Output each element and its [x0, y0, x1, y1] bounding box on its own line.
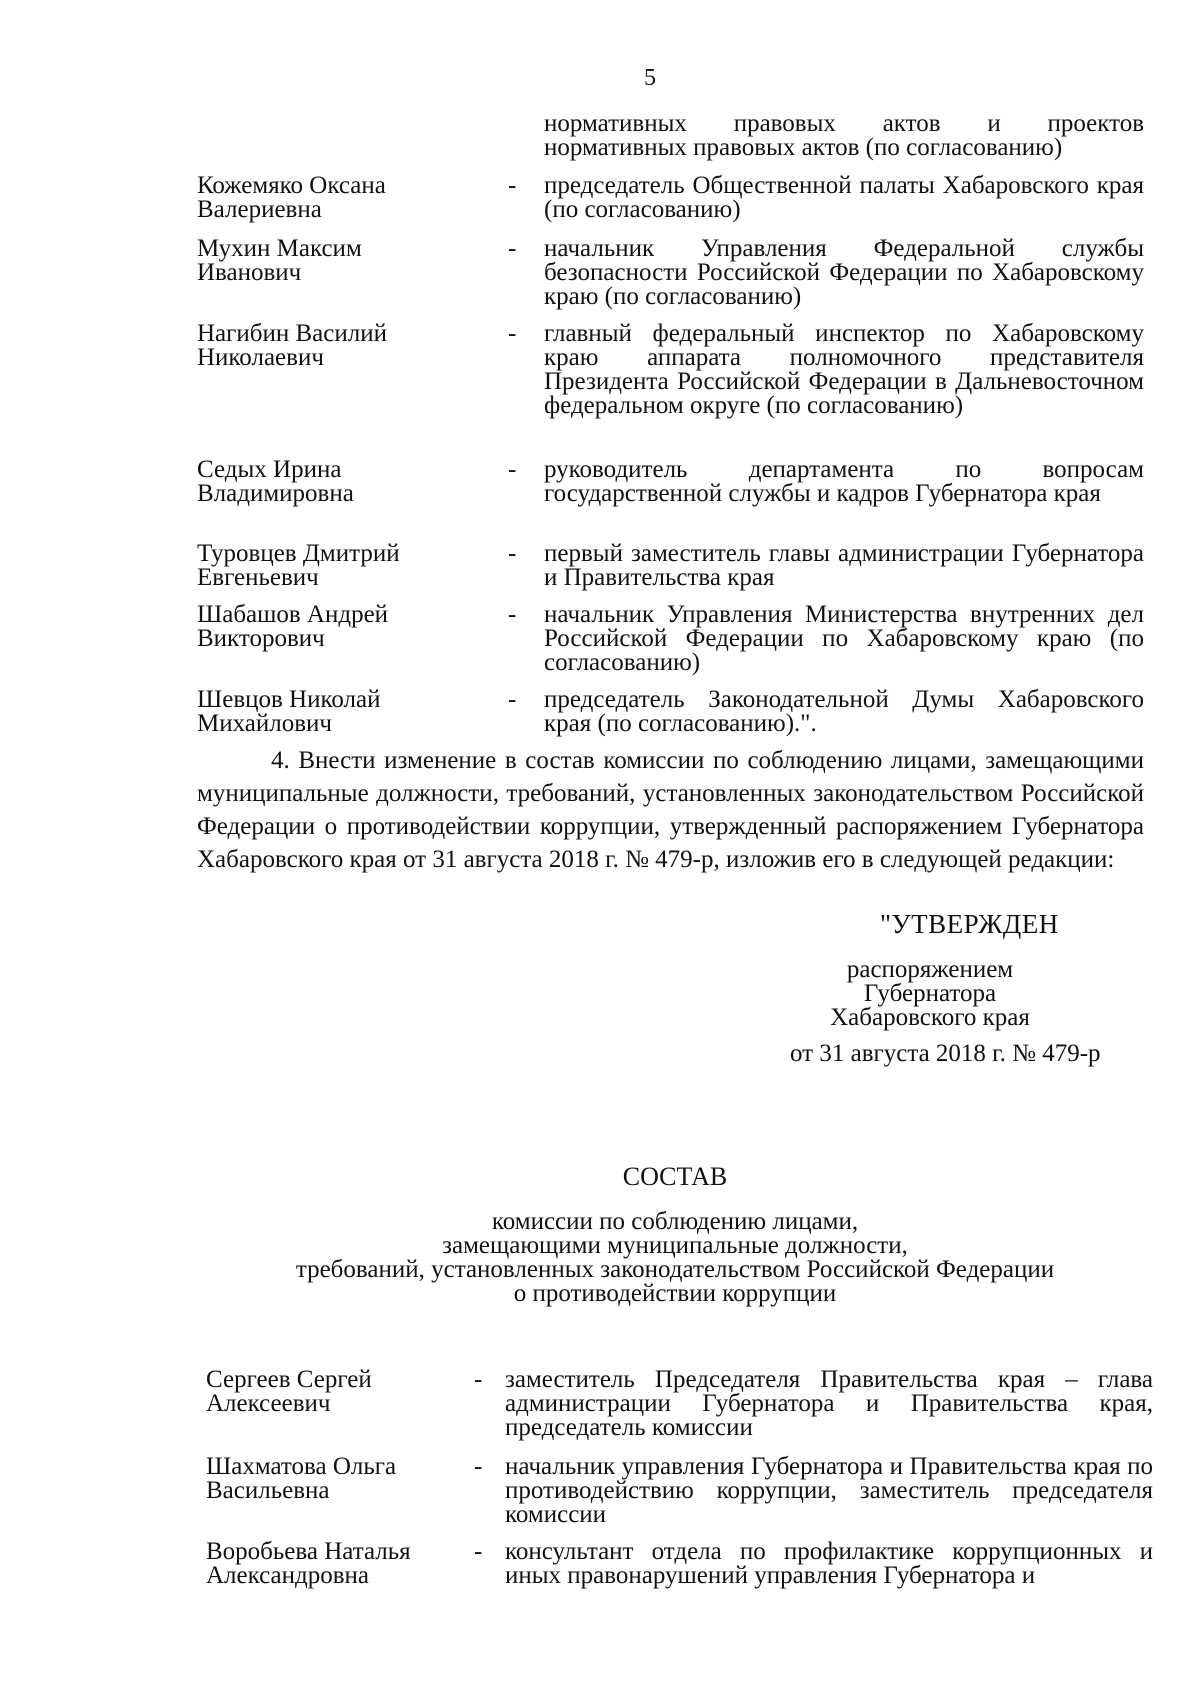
composition-subtitle-line-1: комиссии по соблюдению лицами, — [491, 1208, 859, 1235]
member-role: главный федеральный инспектор по Хабаровскому краю аппарата полномочного представителя Президента Российской Федерации в Дальневосточном федеральном округе (по согласованию) — [544, 320, 1144, 419]
member-dash: - — [508, 235, 517, 262]
composition-subtitle-line-3: требований, установленных законодательством Российской Федерации — [295, 1256, 1055, 1283]
member-role: председатель Общественной палаты Хабаровского края (по согласованию) — [544, 172, 1144, 223]
member-name: Мухин Максим Иванович — [197, 235, 362, 286]
approval-title: "УТВЕРЖДЕН — [880, 909, 1059, 939]
member-dash: - — [474, 1366, 483, 1393]
member-dash: - — [508, 456, 517, 483]
member-role: первый заместитель главы администрации Губернатора и Правительства края — [544, 540, 1144, 591]
member-name: Воробьева Наталья Александровна — [206, 1538, 411, 1589]
member-role: председатель Законодательной Думы Хабаровского края (по согласованию).". — [544, 686, 1144, 737]
composition-title: СОСТАВ — [622, 1162, 728, 1191]
member-name: Седых Ирина Владимировна — [197, 456, 354, 507]
member-dash: - — [474, 1538, 483, 1565]
composition-subtitle-line-4: о противодействии коррупции — [513, 1280, 837, 1307]
member-name: Шабашов Андрей Викторович — [197, 601, 389, 652]
continuation-line-1: нормативных правовых актов и проектов — [544, 110, 1144, 137]
paragraph-4: 4. Внести изменение в состав комиссии по соблюдению лицами, замещающими муниципальные должности, требований, установленных законодательством Российской Федерации о противодействии коррупции, утвержденный распоряжением Губернатора Хабаровского края от 31 августа 2018 г. № 479-р, изложив его в следующей редакции: — [197, 747, 1144, 873]
member-name: Сергеев Сергей Алексеевич — [206, 1366, 372, 1417]
member-dash: - — [508, 172, 517, 199]
member-role: начальник Управления Министерства внутренних дел Российской Федерации по Хабаровскому краю (по согласованию) — [544, 601, 1144, 676]
approval-line-1: распоряжением — [846, 956, 1014, 983]
member-dash: - — [474, 1453, 483, 1480]
member-name: Шахматова Ольга Васильевна — [206, 1453, 397, 1504]
approval-line-3: Хабаровского края — [830, 1004, 1030, 1031]
member-dash: - — [508, 540, 517, 567]
member-name: Туровцев Дмитрий Евгеньевич — [197, 540, 400, 591]
approval-line-2: Губернатора — [863, 980, 997, 1007]
member-role: начальник управления Губернатора и Правительства края по противодействию коррупции, заместитель председателя комиссии — [505, 1453, 1153, 1528]
continuation-line-2: нормативных правовых актов (по согласованию) — [544, 134, 1063, 161]
member-name: Шевцов Николай Михайлович — [197, 686, 381, 737]
approval-date: от 31 августа 2018 г. № 479-р — [790, 1040, 1101, 1067]
member-name: Кожемяко Оксана Валериевна — [197, 172, 386, 223]
member-role: консультант отдела по профилактике коррупционных и иных правонарушений управления Губернатора и — [505, 1538, 1153, 1589]
member-role: начальник Управления Федеральной службы безопасности Российской Федерации по Хабаровскому краю (по согласованию) — [544, 235, 1144, 310]
member-role: руководитель департамента по вопросам государственной службы и кадров Губернатора края — [544, 456, 1144, 507]
member-dash: - — [508, 320, 517, 347]
member-name: Нагибин Василий Николаевич — [197, 320, 387, 371]
member-dash: - — [508, 601, 517, 628]
member-role: заместитель Председателя Правительства края – глава администрации Губернатора и Правительства края, председатель комиссии — [505, 1366, 1153, 1441]
member-dash: - — [508, 686, 517, 713]
composition-subtitle-line-2: замещающими муниципальные должности, — [442, 1232, 908, 1259]
page-number: 5 — [644, 65, 656, 91]
